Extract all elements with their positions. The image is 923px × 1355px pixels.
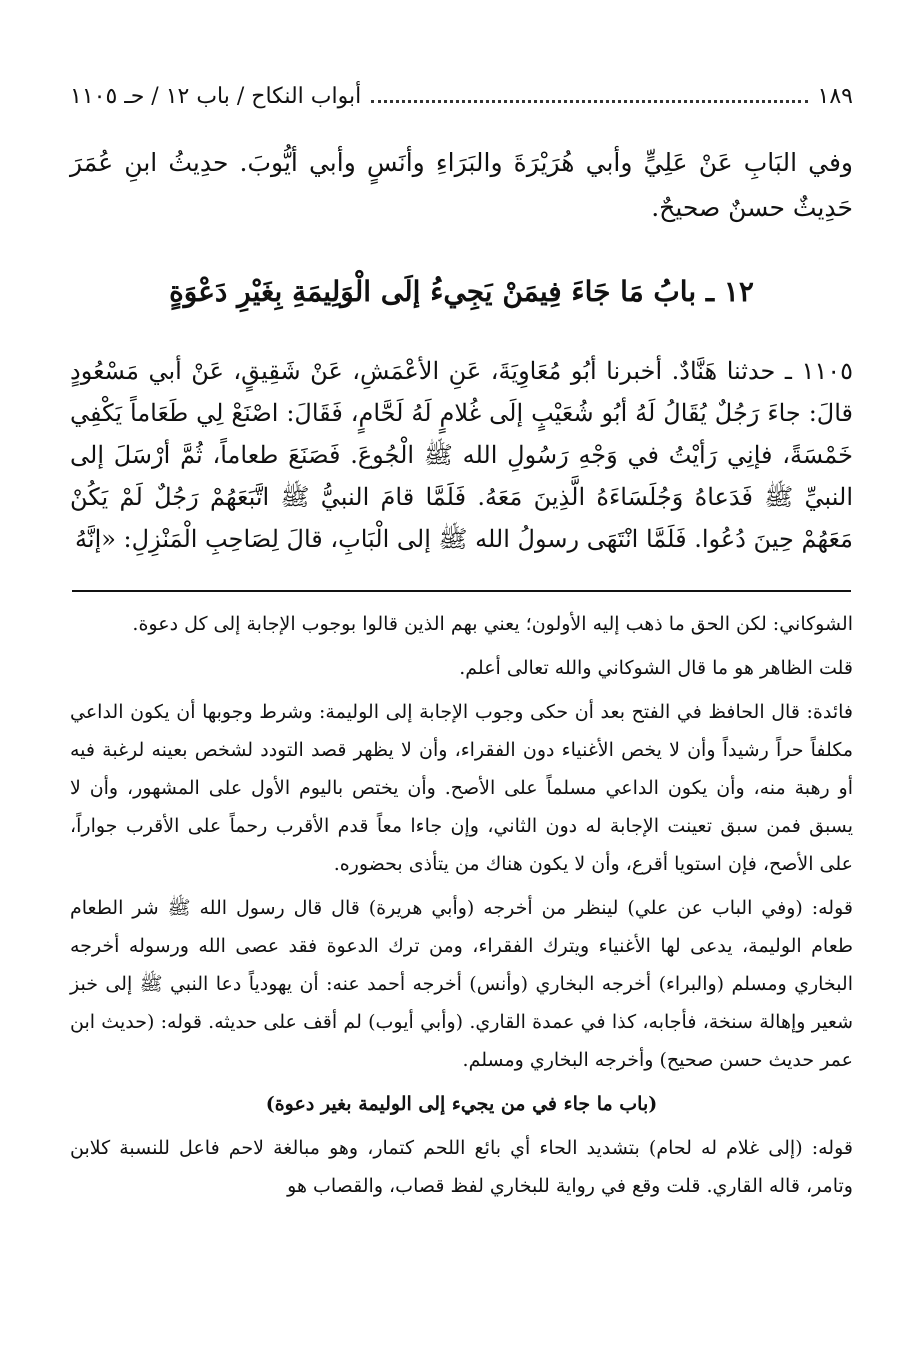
main-paragraph: وفي البَابِ عَنْ عَلِيٍّ وأبي هُرَيْرَةَ والبَرَاءِ وأنَسٍ وأبي أيُّوبَ. حدِيثُ ابنِ عُمَرَ حَدِيثٌ حسنٌ صحيحٌ.: [70, 148, 853, 222]
header-dot-leader: [371, 99, 807, 103]
footnote-divider: [72, 590, 851, 592]
commentary-paragraph-benefit: فائدة: قال الحافظ في الفتح بعد أن حكى وجوب الإجابة إلى الوليمة: وشرط وجوبها أن يكون الداعي مكلفاً حراً رشيداً وأن لا يخص الأغنياء دون الفقراء، وأن لا يظهر قصد التودد لشخص بعينه لرغبة فيه أو رهبة منه، وأن يكون الداعي مسلماً على الأصح. وأن يختص باليوم الأول على المشهور، وأن لا يسبق فمن سبق تعينت الإجابة له دون الثاني، وإن جاءا معاً قدم الأقرب رحماً على الأقرب جواراً، على الأصح، فإن استويا أقرع، وأن لا يكون هناك من يتأذى بحضوره.: [70, 701, 853, 875]
main-text: [70, 140, 853, 230]
commentary-paragraph-chapter-refs: قوله: (وفي الباب عن علي) لينظر من أخرجه (وأبي هريرة) قال قال رسول الله ﷺ شر الطعام طعام الوليمة، يدعى لها الأغنياء ويترك الفقراء، ومن ترك الدعوة فقد عصى الله ورسوله أخرجه البخاري ومسلم (والبراء) أخرجه البخاري (وأنس) أخرجه أحمد عنه: أن يهودياً دعا النبي ﷺ إلى خبز شعير وإهالة سنخة، فأجابه، كذا في عمدة القاري. (وأبي أيوب) لم أقف على حديثه. قوله: (حديث ابن عمر حديث حسن صحيح) وأخرجه البخاري ومسلم.: [70, 897, 853, 1071]
commentary-line: قلت الظاهر هو ما قال الشوكاني والله تعالى أعلم.: [459, 657, 853, 679]
page-header: [70, 84, 853, 124]
commentary-paragraph-butcher: قوله: (إلى غلام له لحام) بتشديد الحاء أي بائع اللحم كتمار، وهو مبالغة لاحم فاعل للنسبة كلابن وتامر، قاله القاري. قلت وقع في رواية للبخاري لفظ قصاب، والقصاب هو: [70, 1137, 853, 1197]
chapter-title: ١٢ ـ بابُ مَا جَاءَ فِيمَنْ يَجِيءُ إلَى الْوَلِيمَةِ بِغَيْرِ دَعْوَةٍ: [169, 275, 754, 308]
commentary-line: الشوكاني: لكن الحق ما ذهب إليه الأولون؛ يعني بهم الذين قالوا بوجوب الإجابة إلى كل دعوة.: [132, 613, 853, 635]
hadith-text: ١١٠٥ ـ حدثنا هَنَّادٌ. أخبرنا أبُو مُعَاوِيَةَ، عَنِ الأعْمَشِ، عَنْ شَقِيقٍ، عَنْ أبي مَسْعُودٍ قالَ: جاءَ رَجُلٌ يُقَالُ لَهُ أبُو شُعَيْبٍ إلَى غُلامٍ لَهُ لَحَّامٍ، فَقَالَ: اصْنَعْ لِي طَعَاماً يَكْفِي خَمْسَةً، فإنِي رَأيْتُ في وَجْهِ رَسُولِ الله ﷺ الْجُوعَ. فَصَنَعَ طعاماً، ثُمَّ أرْسَلَ إلى النبيِّ ﷺ فَدَعاهُ وَجُلَسَاءَهُ الَّذِينَ مَعَهُ. فَلَمَّا قامَ النبيُّ ﷺ اتَّبَعَهُمْ رَجُلٌ لَمْ يَكُنْ مَعَهُمْ حِينَ دُعُوا. فَلَمَّا انْتَهَى رسولُ الله ﷺ إلى الْبَابِ، قالَ لِصَاحِبِ الْمَنْزِلِ: «إنَّهُ: [70, 357, 853, 553]
commentary-chapter-heading: (باب ما جاء في من يجيء إلى الوليمة بغير دعوة): [265, 1093, 658, 1115]
page-number: ١٨٩: [817, 84, 853, 109]
running-title: أبواب النكاح / باب ١٢ / حـ ١١٠٥: [70, 84, 362, 109]
commentary-section: [70, 605, 853, 1211]
